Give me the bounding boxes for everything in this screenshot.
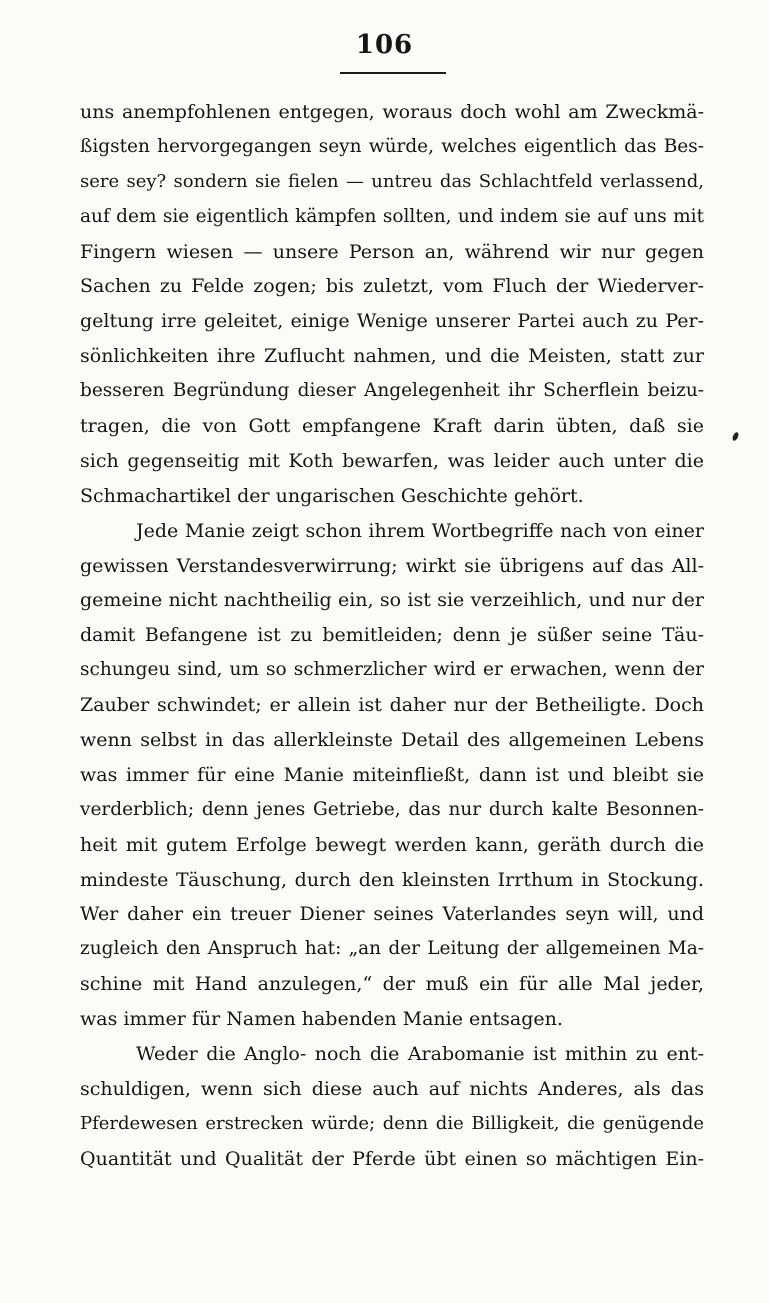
text-line: was immer für eine Manie miteinfließt, dann ist und bleibt sie bbox=[80, 763, 704, 786]
text-line: heit mit gutem Erfolge bewegt werden kann, geräth durch die bbox=[80, 833, 704, 856]
text-line: sere sey? sondern sie fielen — untreu das Schlachtfeld verlassend, bbox=[80, 170, 704, 192]
text-line: ßigsten hervorgegangen seyn würde, welches eigentlich das Bes- bbox=[80, 135, 704, 157]
text-line: was immer für Namen habenden Manie entsagen. bbox=[80, 1008, 563, 1031]
text-line: uns anempfohlenen entgegen, woraus doch wohl am Zweckmä- bbox=[80, 101, 704, 123]
text-line: geltung irre geleitet, einige Wenige unserer Partei auch zu Per- bbox=[80, 310, 704, 333]
text-line: tragen, die von Gott empfangene Kraft darin übten, daß sie bbox=[80, 415, 704, 438]
text-line: schine mit Hand anzulegen,“ der muß ein für alle Mal jeder, bbox=[80, 973, 704, 996]
text-line: Pferdewesen erstrecken würde; denn die Billigkeit, die genügende bbox=[80, 1112, 704, 1134]
text-line: sich gegenseitig mit Koth bewarfen, was leider auch unter die bbox=[80, 449, 704, 472]
text-line: wenn selbst in das allerkleinste Detail des allgemeinen Lebens bbox=[80, 729, 704, 752]
header-rule bbox=[340, 72, 446, 74]
text-line: sönlichkeiten ihre Zuflucht nahmen, und die Meisten, statt zur bbox=[80, 345, 704, 368]
text-line: schuldigen, wenn sich diese auch auf nichts Anderes, als das bbox=[80, 1077, 704, 1100]
text-line: Jede Manie zeigt schon ihrem Wortbegriffe nach von einer bbox=[136, 519, 704, 542]
page-number: 106 bbox=[355, 30, 414, 60]
text-line: mindeste Täuschung, durch den kleinsten Irrthum in Stockung. bbox=[80, 868, 704, 891]
text-line: damit Befangene ist zu bemitleiden; denn je süßer seine Täu- bbox=[80, 624, 704, 647]
text-line: Wer daher ein treuer Diener seines Vaterlandes seyn will, und bbox=[80, 903, 704, 926]
body-text bbox=[80, 95, 704, 1177]
text-line: Quantität und Qualität der Pferde übt einen so mächtigen Ein- bbox=[80, 1147, 704, 1170]
text-line: schungeu sind, um so schmerzlicher wird er erwachen, wenn der bbox=[80, 659, 704, 681]
text-line: Weder die Anglo- noch die Arabomanie ist mithin zu ent- bbox=[136, 1043, 704, 1066]
text-line: Schmachartikel der ungarischen Geschichte gehört. bbox=[80, 484, 584, 507]
text-line: gewissen Verstandesverwirrung; wirkt sie übrigens auf das All- bbox=[80, 554, 704, 577]
ink-speck bbox=[731, 431, 739, 441]
text-line: verderblich; denn jenes Getriebe, das nur durch kalte Besonnen- bbox=[80, 798, 704, 820]
text-line: gemeine nicht nachtheilig ein, so ist sie verzeihlich, und nur der bbox=[80, 589, 704, 612]
text-line: Zauber schwindet; er allein ist daher nur der Betheiligte. Doch bbox=[80, 694, 704, 717]
text-line: Fingern wiesen — unsere Person an, während wir nur gegen bbox=[80, 240, 704, 263]
text-line: zugleich den Anspruch hat: „an der Leitung der allgemeinen Ma- bbox=[80, 938, 704, 960]
text-line: besseren Begründung dieser Angelegenheit ihr Scherflein beizu- bbox=[80, 380, 704, 402]
text-line: auf dem sie eigentlich kämpfen sollten, und indem sie auf uns mit bbox=[80, 205, 704, 227]
text-line: Sachen zu Felde zogen; bis zuletzt, vom Fluch der Wiederver- bbox=[80, 275, 704, 298]
